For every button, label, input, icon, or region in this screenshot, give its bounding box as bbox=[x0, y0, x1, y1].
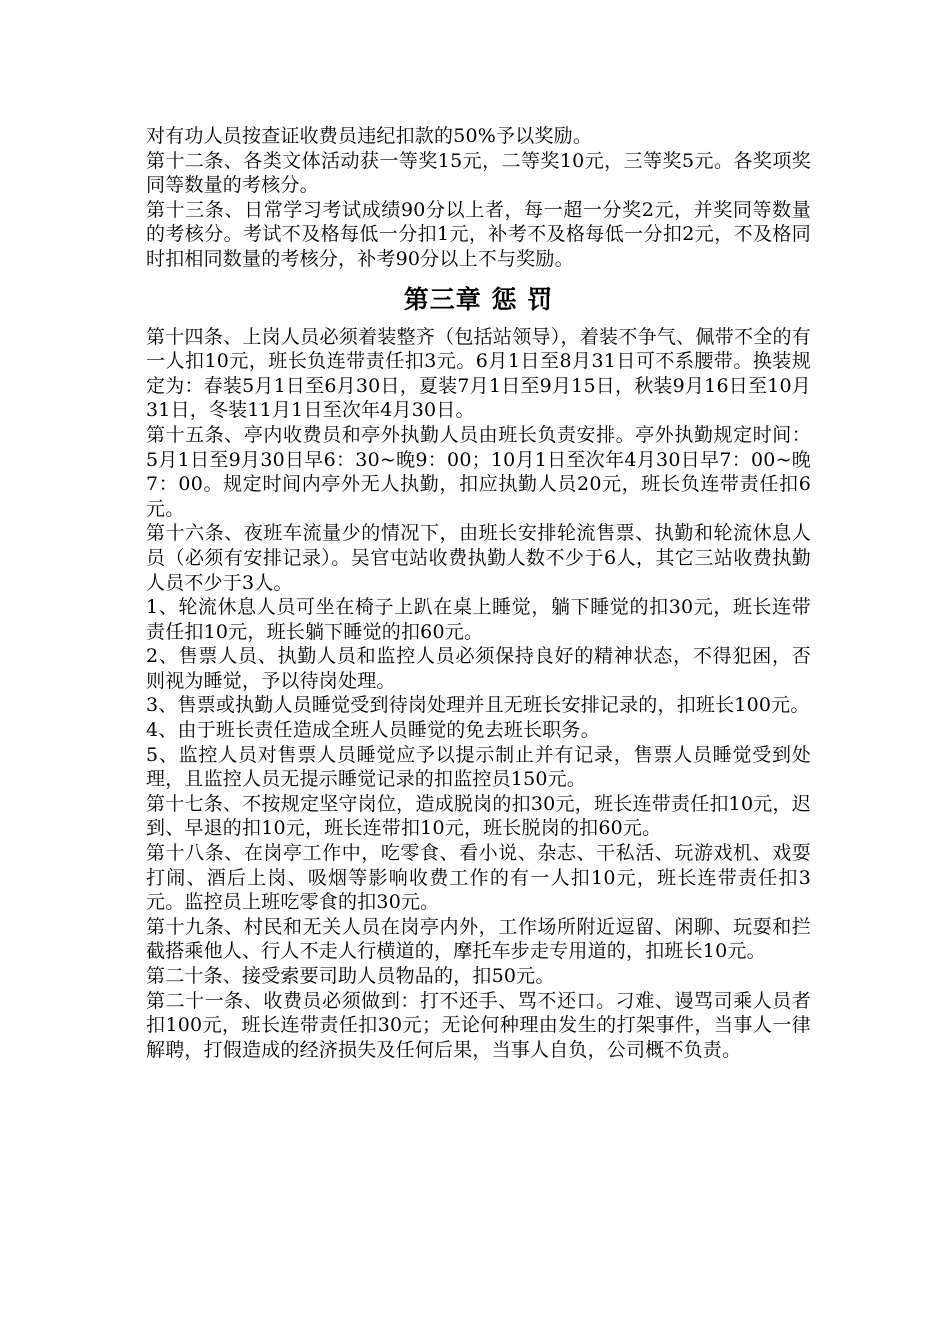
paragraph: 第十二条、各类文体活动获一等奖15元，二等奖10元，三等奖5元。各奖项奖同等数量的考核分。 bbox=[146, 149, 811, 197]
chapter-title: 第三章 惩 罚 bbox=[403, 284, 554, 314]
paragraph: 2、售票人员、执勤人员和监控人员必须保持良好的精神状态，不得犯困，否则视为睡觉，予以待岗处理。 bbox=[146, 645, 811, 692]
paragraph: 第十三条、日常学习考试成绩90分以上者，每一超一分奖2元，并奖同等数量的考核分。考试不及格每低一分扣1元，补考不及格每低一分扣2元，不及格同时扣相同数量的考核分，补考90分以上不与奖励。 bbox=[146, 198, 811, 270]
paragraph: 第十六条、夜班车流量少的情况下，由班长安排轮流售票、执勤和轮流休息人员（必须有安排记录）。吴官屯站收费执勤人数不少于6人，其它三站收费执勤人员不少于3人。 bbox=[146, 522, 811, 594]
paragraph: 对有功人员按查证收费员违纪扣款的50%予以奖励。 bbox=[146, 125, 593, 147]
paragraph: 第十九条、村民和无关人员在岗亭内外，工作场所附近逗留、闲聊、玩耍和拦截搭乘他人、行人不走人行横道的，摩托车步走专用道的，扣班长10元。 bbox=[146, 915, 811, 963]
paragraph: 第十五条、亭内收费员和亭外执勤人员由班长负责安排。亭外执勤规定时间：5月1日至9月30日早6：30~晚9：00；10月1日至次年4月30日早7：00~晚7：00。规定时间内亭外无人执勤，扣应执勤人员20元，班长负连带责任扣6元。 bbox=[146, 423, 811, 520]
document-page bbox=[146, 124, 811, 1062]
paragraph: 5、监控人员对售票人员睡觉应予以提示制止并有记录，售票人员睡觉受到处理，且监控人员无提示睡觉记录的扣监控员150元。 bbox=[146, 743, 811, 791]
paragraph: 第二十条、接受索要司助人员物品的，扣50元。 bbox=[146, 965, 555, 987]
paragraph: 第十四条、上岗人员必须着装整齐（包括站领导），着装不争气、佩带不全的有一人扣10元，班长负连带责任扣3元。6月1日至8月31日可不系腰带。换装规定为：春装5月1日至6月30日，夏装7月1日至9月15日，秋装9月16日至10月31日，冬装11月1日至次年4月30日。 bbox=[146, 325, 811, 422]
paragraph: 1、轮流休息人员可坐在椅子上趴在桌上睡觉，躺下睡觉的扣30元，班长连带责任扣10元，班长躺下睡觉的扣60元。 bbox=[146, 596, 811, 643]
paragraph: 4、由于班长责任造成全班人员睡觉的免去班长职务。 bbox=[146, 719, 600, 742]
paragraph: 3、售票或执勤人员睡觉受到待岗处理并且无班长安排记录的，扣班长100元。 bbox=[146, 694, 810, 717]
paragraph: 第十八条、在岗亭工作中，吃零食、看小说、杂志、干私活、玩游戏机、戏耍打闹、酒后上岗、吸烟等影响收费工作的有一人扣10元，班长连带责任扣3元。监控员上班吃零食的扣30元。 bbox=[146, 842, 811, 914]
paragraph: 第十七条、不按规定坚守岗位，造成脱岗的扣30元，班长连带责任扣10元，迟到、早退的扣10元，班长连带扣10元，班长脱岗的扣60元。 bbox=[146, 792, 811, 840]
paragraph: 第二十一条、收费员必须做到：打不还手、骂不还口。刁难、谩骂司乘人员者扣100元，班长连带责任扣30元；无论何种理由发生的打架事件，当事人一律解聘，打假造成的经济损失及任何后果，当事人自负，公司概不负责。 bbox=[146, 989, 811, 1061]
